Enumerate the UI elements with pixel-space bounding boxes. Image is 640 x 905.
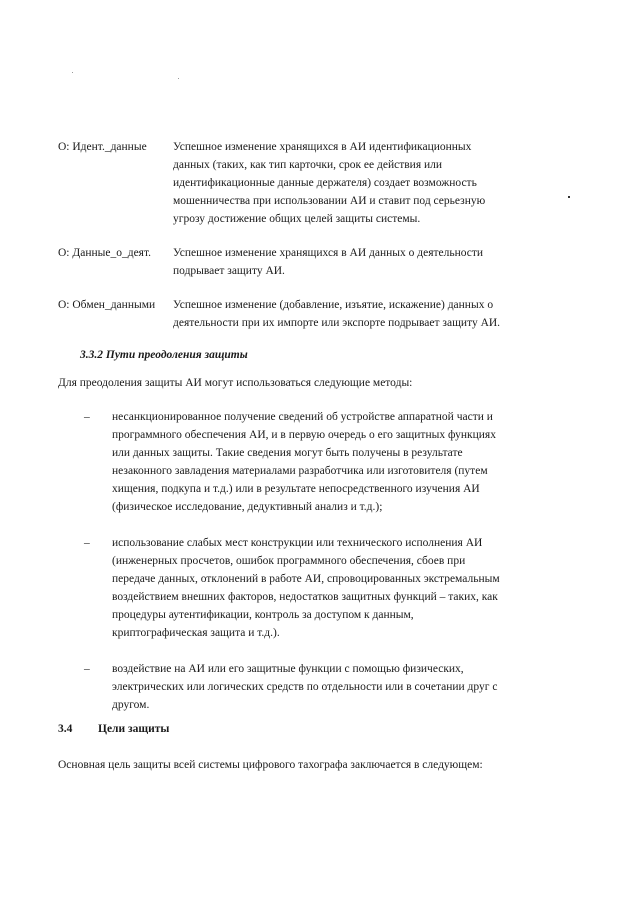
text-line: идентификационные данные держателя) создает возможность — [173, 177, 477, 189]
final-paragraph: Основная цель защиты всей системы цифрового тахографа заключается в следующем: — [58, 759, 483, 771]
text-line: подрывает защиту АИ. — [173, 265, 285, 277]
list-item — [84, 534, 554, 642]
text-line: Успешное изменение хранящихся в АИ данных о деятельности — [173, 247, 484, 259]
text-line: программного обеспечения АИ, и в первую очередь о его защитных функциях — [112, 429, 496, 441]
intro-paragraph: Для преодоления защиты АИ могут использоваться следующие методы: — [58, 377, 413, 389]
list-item-text — [112, 660, 554, 714]
definition-description — [173, 296, 558, 332]
text-line: незаконного завладения материалами разработчика или изготовителя (путем — [112, 465, 488, 477]
definition-item — [58, 296, 558, 332]
dash-bullet: – — [84, 663, 90, 675]
definition-term: О: Данные_о_деят. — [58, 247, 151, 259]
definition-term: О: Идент._данные — [58, 141, 147, 153]
definition-item — [58, 244, 558, 280]
subsection-heading: 3.3.2 Пути преодоления защиты — [80, 349, 248, 361]
list-item-text — [112, 534, 554, 642]
definitions-list — [58, 138, 558, 348]
text-line: процедуры аутентификации, контроль за доступом к данным, — [112, 609, 414, 621]
dash-bullet: – — [84, 537, 90, 549]
dash-bullet: – — [84, 411, 90, 423]
text-line: криптографическая защита и т.д.). — [112, 627, 280, 639]
text-line: несанкционированное получение сведений об устройстве аппаратной части и — [112, 411, 493, 423]
text-line: хищения, подкупа и т.д.) или в результате непосредственного изучения АИ — [112, 483, 480, 495]
text-line: угрозу достижение общих целей защиты системы. — [173, 213, 421, 225]
list-item — [84, 660, 554, 714]
section-heading — [58, 720, 169, 738]
text-line: воздействие на АИ или его защитные функции с помощью физических, — [112, 663, 464, 675]
text-line: другом. — [112, 699, 150, 711]
definition-description — [173, 138, 558, 228]
definition-description — [173, 244, 558, 280]
text-line: (физическое исследование, дедуктивный анализ и т.д.); — [112, 501, 383, 513]
text-line: (инженерных просчетов, ошибок программного обеспечения, сбоев при — [112, 555, 466, 567]
list-item-text — [112, 408, 554, 516]
definition-term: О: Обмен_данными — [58, 299, 156, 311]
text-line: воздействием внешних факторов, недостатков защитных функций – таких, как — [112, 591, 498, 603]
methods-list — [84, 408, 554, 732]
text-line: данных (таких, как тип карточки, срок ее действия или — [173, 159, 443, 171]
text-line: электрических или логических средств по отдельности или в сочетании друг с — [112, 681, 498, 693]
definition-item — [58, 138, 558, 228]
text-line: Успешное изменение (добавление, изъятие, искажение) данных о — [173, 299, 494, 311]
text-line: или данных защиты. Такие сведения могут быть получены в результате — [112, 447, 463, 459]
section-title: Цели защиты — [98, 723, 170, 735]
text-line: деятельности при их импорте или экспорте подрывает защиту АИ. — [173, 317, 501, 329]
text-line: использование слабых мест конструкции или технического исполнения АИ — [112, 537, 483, 549]
list-item — [84, 408, 554, 516]
text-line: Успешное изменение хранящихся в АИ идентификационных — [173, 141, 472, 153]
section-number: 3.4 — [58, 723, 73, 735]
text-line: передаче данных, отклонений в работе АИ, спровоцированных экстремальным — [112, 573, 500, 585]
text-line: мошенничества при использовании АИ и ставит под серьезную — [173, 195, 486, 207]
